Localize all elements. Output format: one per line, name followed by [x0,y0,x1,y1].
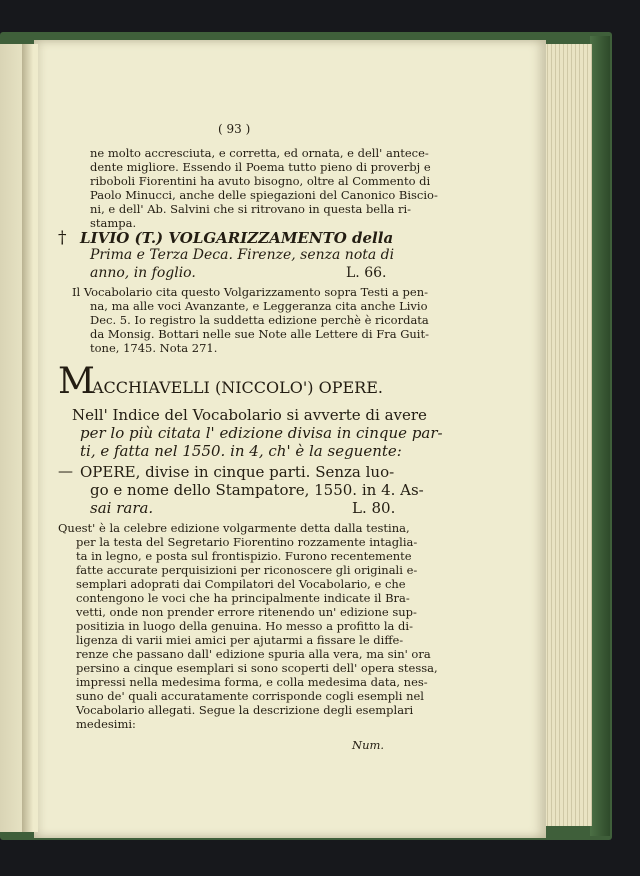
paragraph-line: tone, 1745. Nota 271. [90,341,218,355]
book-page [34,40,546,838]
paragraph-line: Quest' è la celebre edizione volgarmente detta dalla testina, [58,521,410,535]
heading-drop-cap: M [58,361,95,402]
book-gutter [22,44,38,832]
paragraph-line: positizia in luogo della genuina. Ho messo a profitto la di- [76,619,413,633]
paragraph-line: ne molto accresciuta, e corretta, ed ornata, e dell' antece- [90,146,429,160]
paragraph-line: da Monsig. Bottari nelle sue Note alle Lettere di Fra Guit- [90,327,429,341]
paragraph-line: per lo più citata l' edizione divisa in cinque par- [80,424,443,442]
entry-title-line: sai rara. [90,499,154,517]
paragraph-line: ta in legno, e posta sul frontispizio. Furono recentemente [76,549,412,563]
paragraph-line: ni, e dell' Ab. Salvini che si ritrovano in questa bella ri- [90,202,412,216]
paragraph-line: Nell' Indice del Vocabolario si avverte di avere [72,406,427,424]
paragraph-line: contengono le voci che ha principalmente indicate il Bra- [76,591,410,605]
dagger-mark: † [58,228,67,248]
catchword: Num. [352,738,385,752]
paragraph-line: Paolo Minucci, anche delle spiegazioni del Canonico Bisciо- [90,188,438,202]
entry-price: L. 80. [352,499,396,517]
entry-title-line: anno, in foglio. [90,265,196,281]
paragraph-line: fatte accurate perquisizioni per riconoscere gli originali e- [76,563,418,577]
paragraph-line: medesimi: [76,717,136,731]
entry-dash: — [58,462,73,480]
paragraph-line: riboboli Fiorentini ha avuto bisogno, oltre al Commento di [90,174,431,188]
entry-title-line: OPERE, divise in cinque parti. Senza luo- [80,463,395,481]
paragraph-line: ligenza di varii miei amici per ajutarmi a fissare le diffe- [76,633,404,647]
paragraph-line: Vocabolario allegati. Segue la descrizione degli esemplari [76,703,414,717]
paragraph-line: suno de' quali accuratamente corrisponde cogli esempli nel [76,689,424,703]
paragraph-line: persino a cinque esemplari si sono scoperti dell' opera stessa, [76,661,438,675]
paragraph-line: impressi nella medesima forma, e colla medesima data, nes- [76,675,428,689]
paragraph-line: dente migliore. Essendo il Poema tutto pieno di proverbj e [90,160,431,174]
paragraph-line: ti, e fatta nel 1550. in 4, ch' è la seguente: [80,442,402,460]
paragraph-line: Il Vocabolario cita questo Volgarizzamento sopra Testi a pen- [72,285,428,299]
paragraph-line: Dec. 5. Io registro la suddetta edizione perchè è ricordata [90,313,429,327]
entry-title-line: go e nome dello Stampatore, 1550. in 4. As- [90,481,424,499]
page-number: ( 93 ) [218,122,251,136]
entry-price: L. 66. [346,265,387,281]
paragraph-line: renze che passano dall' edizione spuria alla vera, ma sin' ora [76,647,431,661]
paragraph-line: per la testa del Segretario Fiorentino rozzamente intaglia- [76,535,418,549]
entry-title-line: Prima e Terza Deca. Firenze, senza nota di [90,247,395,263]
entry-title-line: LIVIO (T.) VOLGARIZZAMENTO della [80,229,394,247]
heading-title: ACCHIAVELLI (NICCOLO') OPERE. [92,378,383,397]
paragraph-line: na, ma alle voci Avanzante, e Leggeranza cita anche Livio [90,299,428,313]
paragraph-line: stampa. [90,216,137,230]
paragraph-line: vetti, onde non prender errore ritenendo un' edizione sup- [76,605,417,619]
cover-edge [590,36,610,836]
paragraph-line: semplari adoprati dai Compilatori del Vocabolario, e che [76,577,406,591]
